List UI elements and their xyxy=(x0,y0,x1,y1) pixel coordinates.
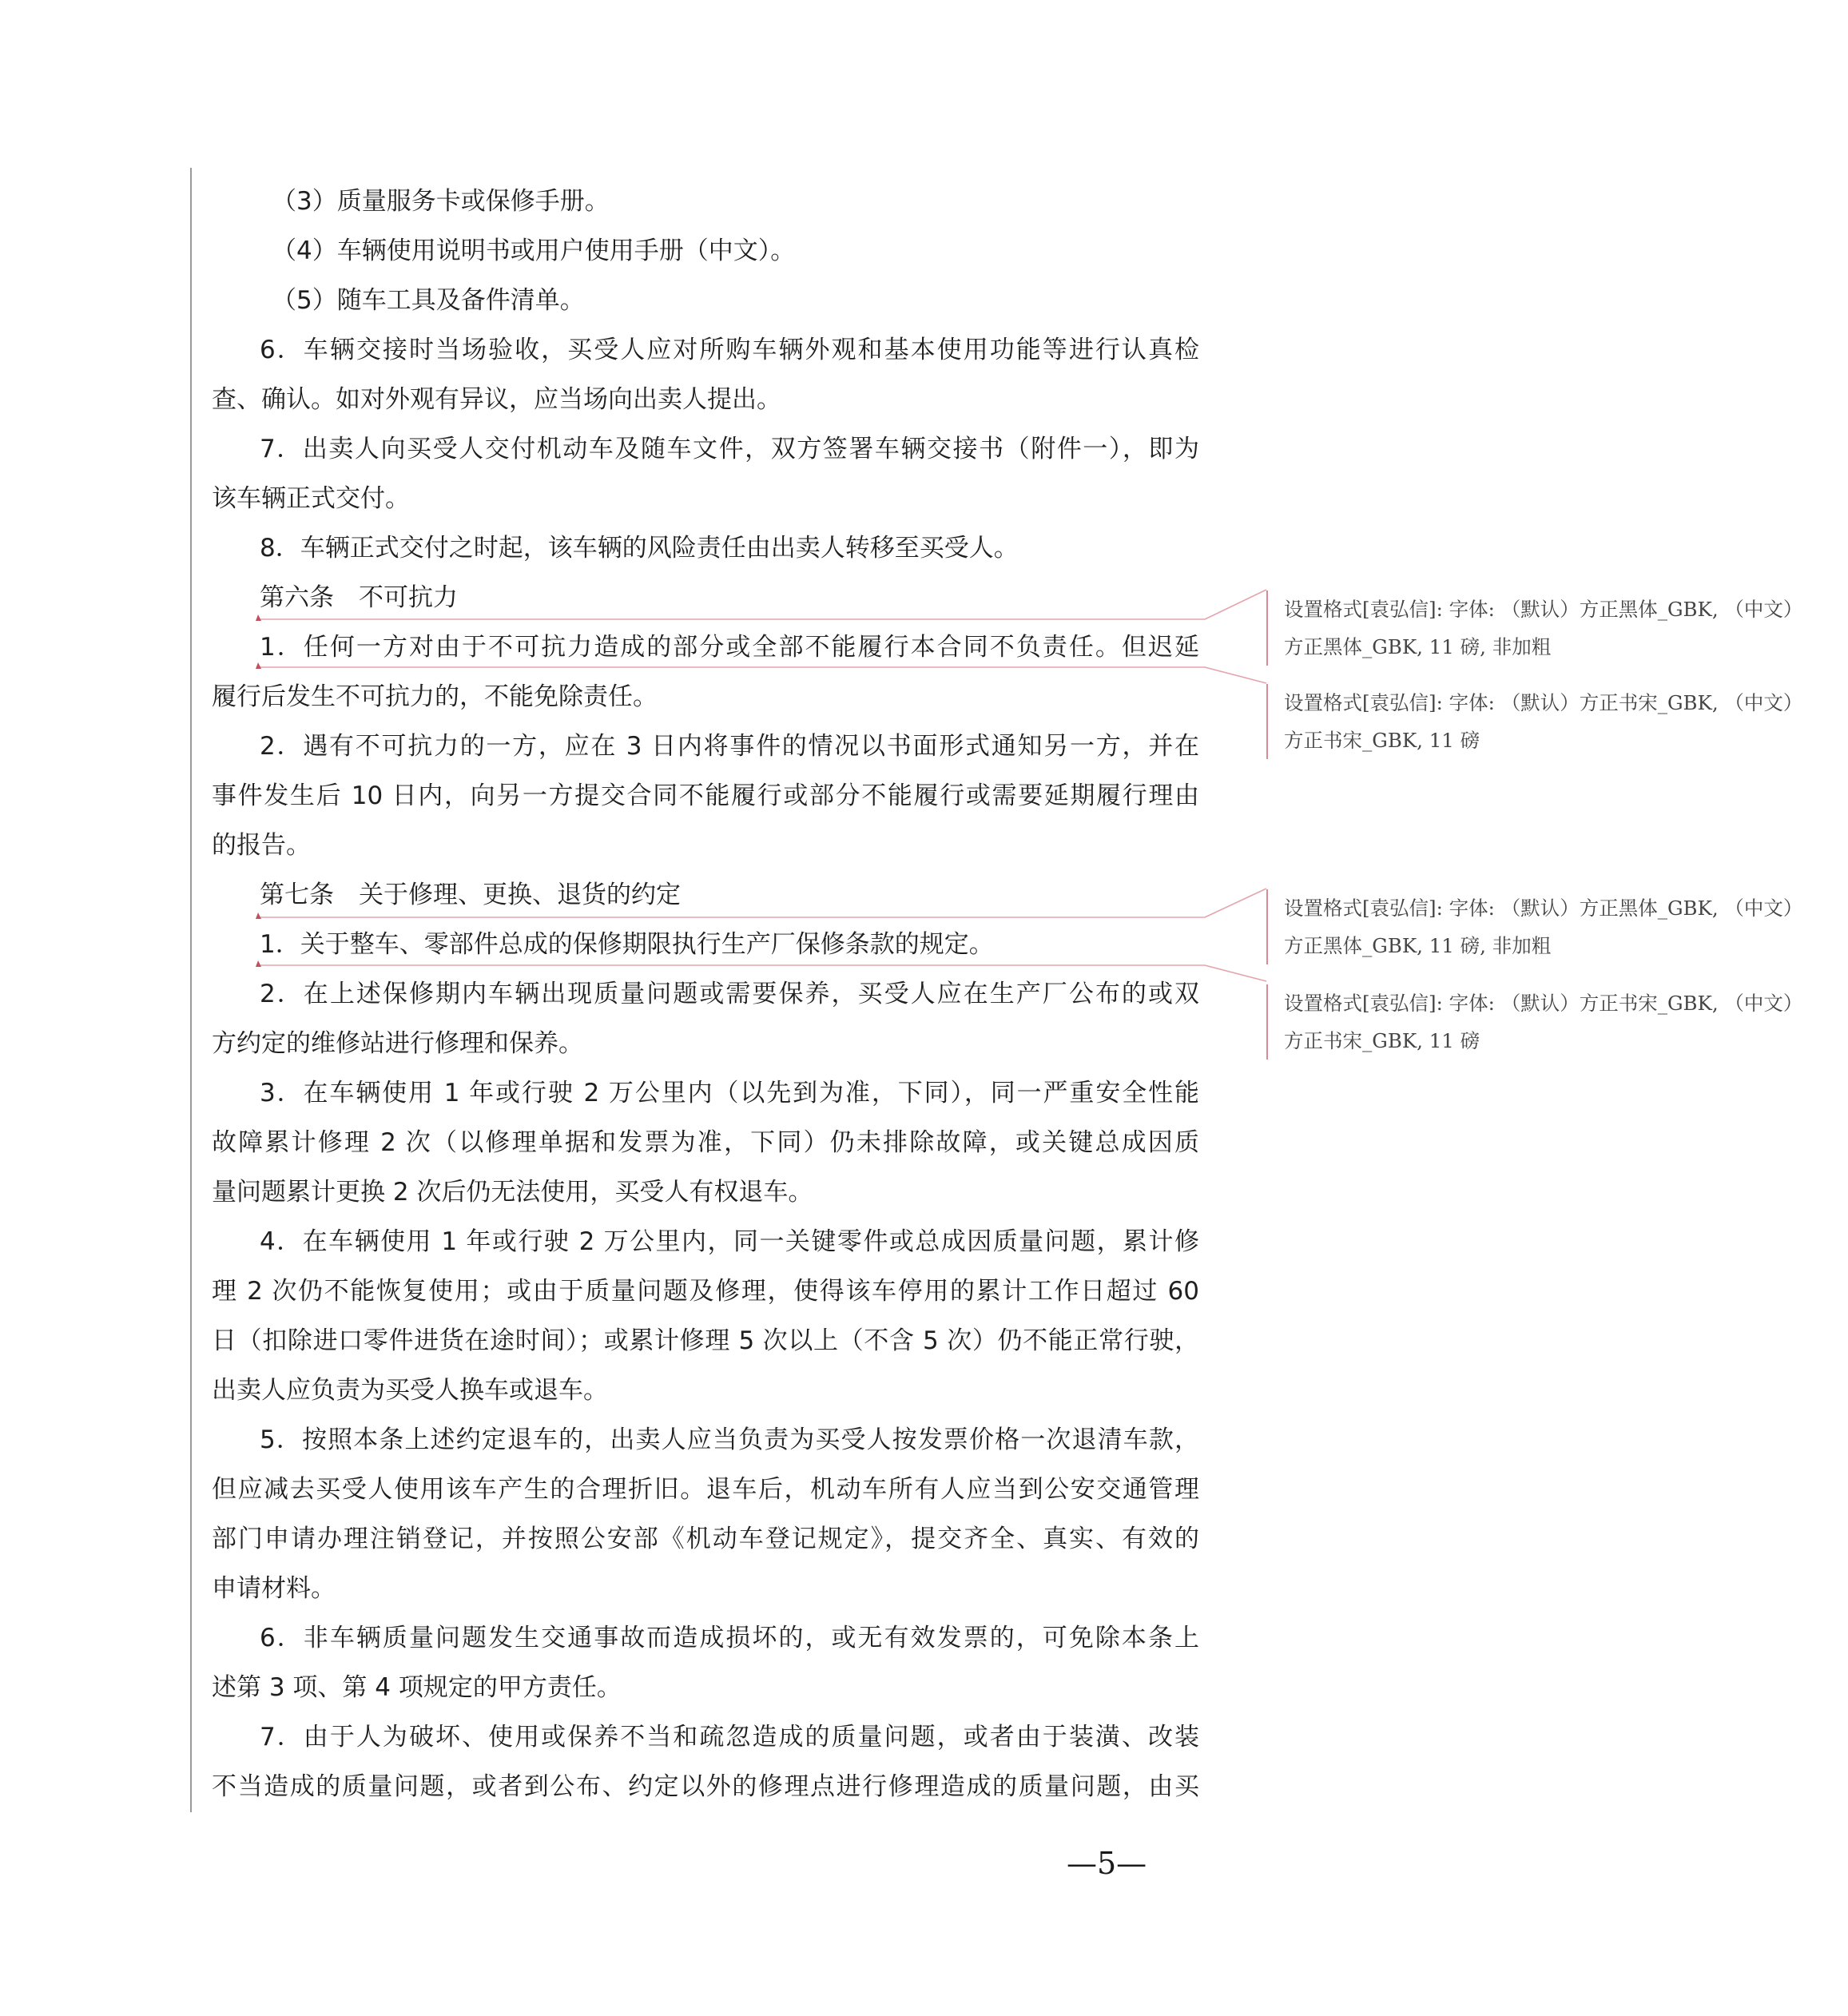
format-comment[interactable] xyxy=(1266,684,1843,759)
text-line: 量问题累计更换 2 次后仍无法使用，买受人有权退车。 xyxy=(212,1178,813,1207)
section-heading: 第六条 不可抗力 xyxy=(260,583,458,612)
text-line: 述第 3 项、第 4 项规定的甲方责任。 xyxy=(212,1673,622,1702)
format-comment[interactable] xyxy=(1266,984,1843,1060)
comment-text: 方正黑体_GBK, 11 磅, 非加粗 xyxy=(1284,635,1552,658)
text-line: 故障累计修理 2 次（以修理单据和发票为准，下同）仍未排除故障，或关键总成因质 xyxy=(212,1128,1199,1157)
comment-text: 方正书宋_GBK, 11 磅 xyxy=(1284,1029,1480,1052)
text-line: 的报告。 xyxy=(212,831,311,860)
comment-text: 方正书宋_GBK, 11 磅 xyxy=(1284,729,1480,752)
text-line: 7．出卖人向买受人交付机动车及随车文件，双方签署车辆交接书（附件一），即为 xyxy=(260,435,1199,463)
text-line: 日（扣除进口零件进货在途时间）；或累计修理 5 次以上（不含 5 次）仍不能正常行驶， xyxy=(212,1326,1199,1355)
format-comment[interactable] xyxy=(1266,590,1843,666)
text-line: 该车辆正式交付。 xyxy=(212,484,410,513)
text-line: 但应减去买受人使用该车产生的合理折旧。退车后，机动车所有人应当到公安交通管理 xyxy=(212,1475,1199,1504)
text-line: 1．关于整车、零部件总成的保修期限执行生产厂保修条款的规定。 xyxy=(260,930,994,959)
text-line: 方约定的维修站进行修理和保养。 xyxy=(212,1029,583,1058)
text-line: 申请材料。 xyxy=(212,1574,336,1603)
text-line: 理 2 次仍不能恢复使用；或由于质量问题及修理，使得该车停用的累计工作日超过 60 xyxy=(212,1277,1199,1306)
text-line: 出卖人应负责为买受人换车或退车。 xyxy=(212,1376,608,1405)
text-line: 6．非车辆质量问题发生交通事故而造成损坏的，或无有效发票的，可免除本条上 xyxy=(260,1624,1199,1652)
text-line: 1．任何一方对由于不可抗力造成的部分或全部不能履行本合同不负责任。但迟延 xyxy=(260,633,1199,662)
text-line: 查、确认。如对外观有异议，应当场向出卖人提出。 xyxy=(212,385,781,414)
comment-text: 设置格式[袁弘信]: 字体: （默认）方正书宋_GBK, （中文） xyxy=(1284,691,1803,714)
text-line: 事件发生后 10 日内，向另一方提交合同不能履行或部分不能履行或需要延期履行理由 xyxy=(212,781,1199,810)
comment-text: 方正黑体_GBK, 11 磅, 非加粗 xyxy=(1284,934,1552,957)
section-heading: 第七条 关于修理、更换、退货的约定 xyxy=(260,881,681,909)
text-line: 5．按照本条上述约定退车的，出卖人应当负责为买受人按发票价格一次退清车款， xyxy=(260,1426,1199,1454)
page-number: —5— xyxy=(1067,1846,1147,1881)
text-line: 7．由于人为破坏、使用或保养不当和疏忽造成的质量问题，或者由于装潢、改装 xyxy=(260,1723,1199,1752)
text-line: 8．车辆正式交付之时起，该车辆的风险责任由出卖人转移至买受人。 xyxy=(260,534,1019,563)
format-comment[interactable] xyxy=(1266,889,1843,964)
text-line: 履行后发生不可抗力的，不能免除责任。 xyxy=(212,682,658,711)
comment-text: 设置格式[袁弘信]: 字体: （默认）方正书宋_GBK, （中文） xyxy=(1284,992,1803,1015)
text-line: （4）车辆使用说明书或用户使用手册（中文）。 xyxy=(272,237,796,265)
text-line: 2．遇有不可抗力的一方，应在 3 日内将事件的情况以书面形式通知另一方，并在 xyxy=(260,732,1199,761)
text-line: （3）质量服务卡或保修手册。 xyxy=(272,187,610,216)
text-line: 3．在车辆使用 1 年或行驶 2 万公里内（以先到为准，下同），同一严重安全性能 xyxy=(260,1079,1199,1107)
text-line: 部门申请办理注销登记，并按照公安部《机动车登记规定》，提交齐全、真实、有效的 xyxy=(212,1525,1199,1553)
text-line: 6．车辆交接时当场验收，买受人应对所购车辆外观和基本使用功能等进行认真检 xyxy=(260,336,1199,364)
text-line: （5）随车工具及备件清单。 xyxy=(272,286,585,315)
text-line: 4．在车辆使用 1 年或行驶 2 万公里内，同一关键零件或总成因质量问题，累计修 xyxy=(260,1227,1199,1256)
change-bar xyxy=(190,168,192,1812)
comment-text: 设置格式[袁弘信]: 字体: （默认）方正黑体_GBK, （中文） xyxy=(1284,598,1803,621)
text-line: 2．在上述保修期内车辆出现质量问题或需要保养，买受人应在生产厂公布的或双 xyxy=(260,980,1199,1008)
text-line: 不当造成的质量问题，或者到公布、约定以外的修理点进行修理造成的质量问题，由买 xyxy=(212,1772,1199,1801)
comment-text: 设置格式[袁弘信]: 字体: （默认）方正黑体_GBK, （中文） xyxy=(1284,897,1803,920)
